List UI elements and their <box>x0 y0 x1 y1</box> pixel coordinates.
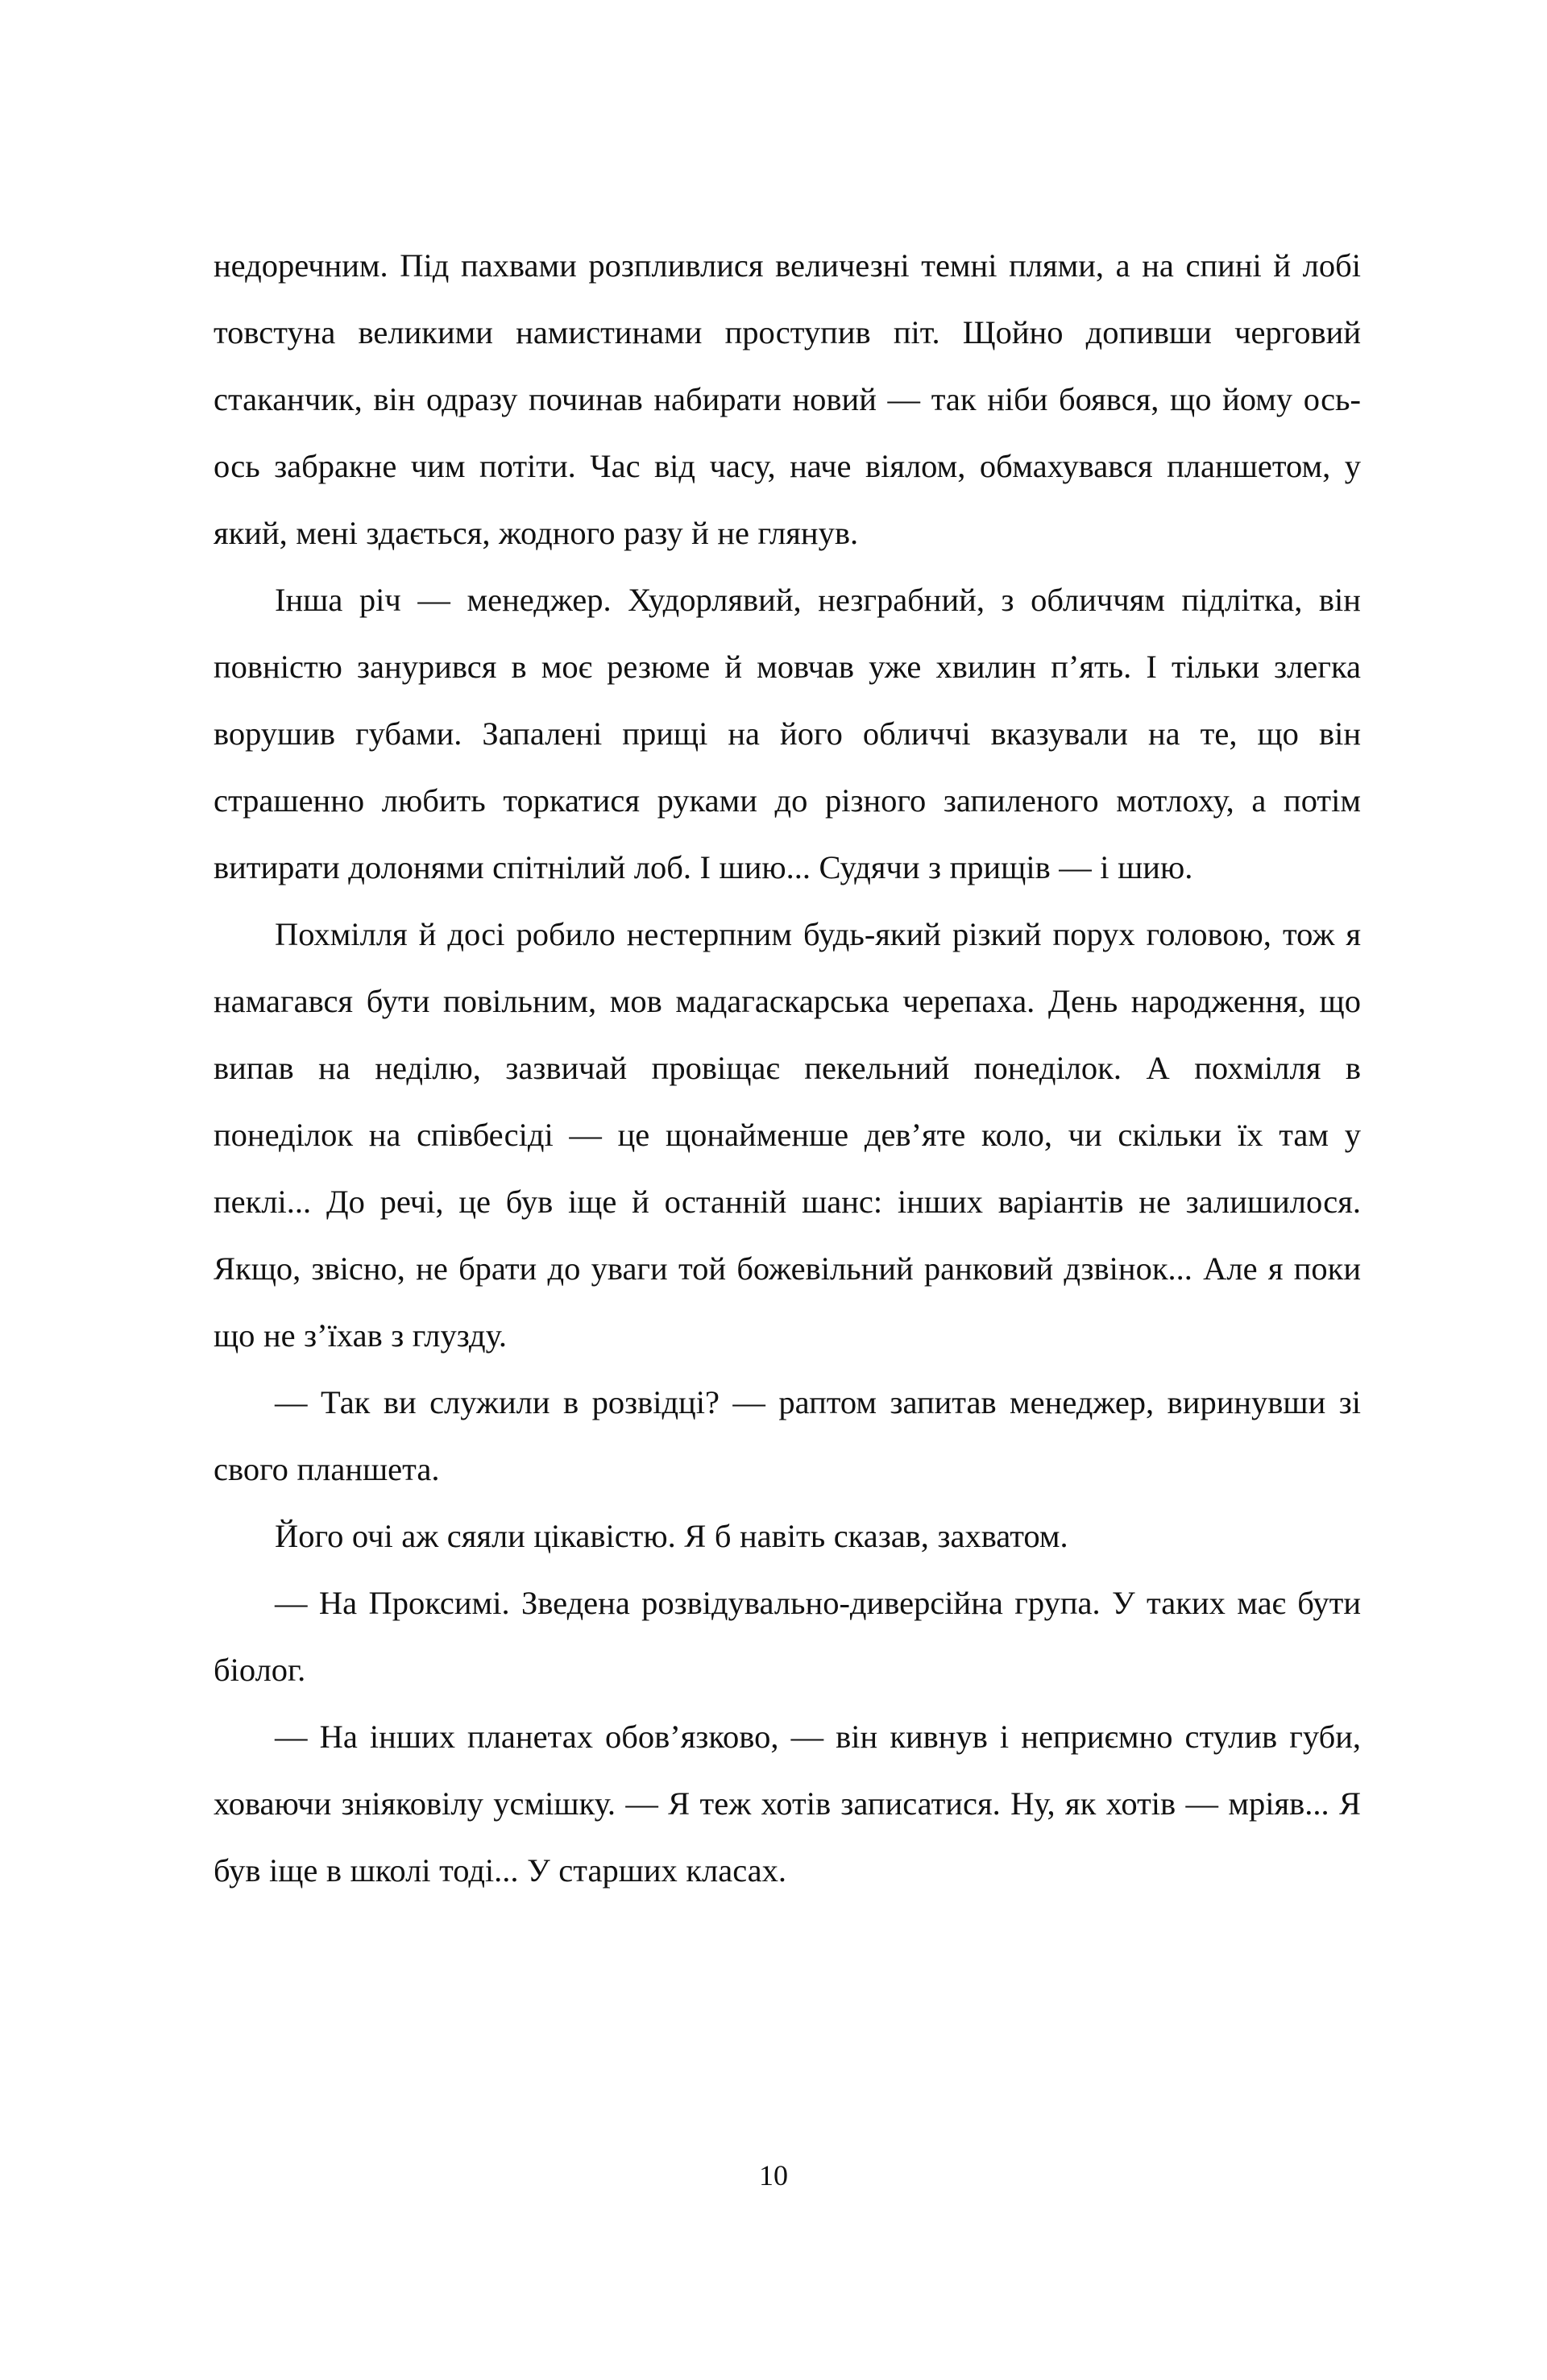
dialogue-paragraph: — На інших планетах обов’язково, — він кивнув і неприємно стулив губи, ховаючи зніяковілу усмішку. — Я теж хотів записатися. Ну, як хотів — мріяв... Я був іще в школі тоді... У старших класах. <box>214 1719 1361 1889</box>
page-text-block <box>214 232 1361 1904</box>
page-number: 10 <box>759 2159 788 2191</box>
paragraph: недоречним. Під пахвами розпливлися величезні темні плями, а на спині й лобі товстуна великими намистинами проступив піт. Щойно допивши черговий стаканчик, він одразу починав набирати новий — так ніби боявся, що йому ось-ось забракне чим потіти. Час від часу, наче віялом, обмахувався планшетом, у який, мені здається, жодного разу й не глянув. <box>214 247 1361 551</box>
paragraph: Його очі аж сяяли цікавістю. Я б навіть сказав, захватом. <box>275 1518 1068 1554</box>
dialogue-paragraph: — Так ви служили в розвідці? — раптом запитав менеджер, виринувши зі свого планшета. <box>214 1384 1361 1487</box>
paragraph: Похмілля й досі робило нестерпним будь-який різкий порух головою, тож я намагався бути повільним, мов мадагаскарська черепаха. День народження, що випав на неділю, зазвичай провіщає пекельний понеділок. А похмілля в понеділок на співбесіді — це щонайменше дев’яте коло, чи скільки їх там у пеклі... До речі, це був іще й останній шанс: інших варіантів не залишилося. Якщо, звісно, не брати до уваги той божевільний ранковий дзвінок... Але я поки що не з’їхав з глузду. <box>214 916 1361 1354</box>
dialogue-paragraph: — На Проксимі. Зведена розвідувально-диверсійна група. У таких має бути біолог. <box>214 1585 1361 1688</box>
paragraph: Інша річ — менеджер. Худорлявий, незграбний, з обличчям підлітка, він повністю занурився в моє резюме й мовчав уже хвилин п’ять. І тільки злегка ворушив губами. Запалені прищі на його обличчі вказували на те, що він страшенно любить торкатися руками до різного запиленого мотлоху, а потім витирати долонями спітнілий лоб. І шию... Судячи з прищів — і шию. <box>214 582 1361 885</box>
